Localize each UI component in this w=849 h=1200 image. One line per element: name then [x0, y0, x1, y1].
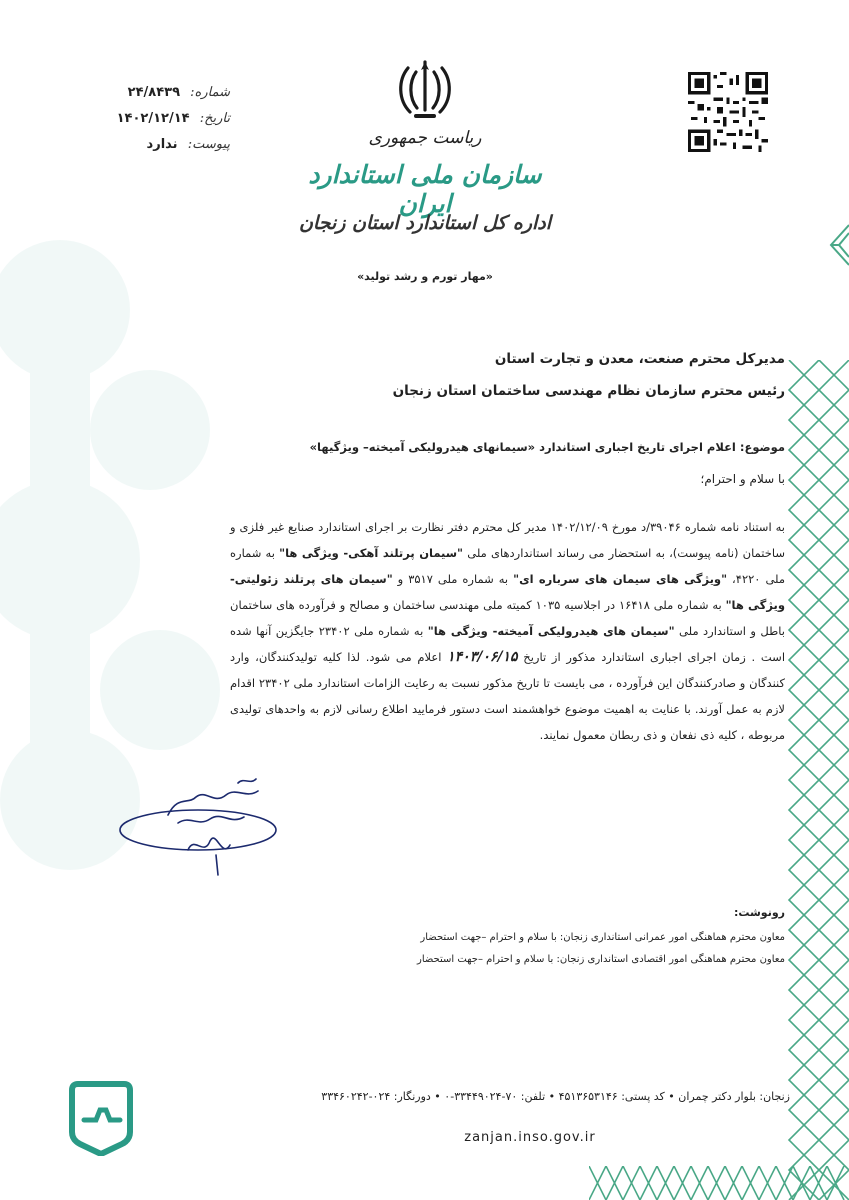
standard-title: "ویژگی های سیمان های سرباره ای" — [513, 572, 728, 586]
body-text: به شماره ملی ۱۶۴۱۸ در اجلاسیه ۱۰۳۵ کمیته ملی مهندسی ساختمان و مصالح و فرآورده های ساختمان باطل و استاندارد ملی — [230, 598, 785, 638]
standard-title: "سیمان های پرتلند زئولیتی- ویژگی ها" — [230, 572, 785, 612]
letter-greeting: با سلام و احترام؛ — [700, 472, 785, 486]
letter-date-label: تاریخ: — [199, 111, 230, 126]
inso-logo-icon — [66, 1080, 136, 1156]
letter-attachment-row — [60, 132, 230, 158]
decorative-border-top — [817, 215, 849, 275]
footer-address: زنجان: بلوار دکتر چمران • کد پستی: ۴۵۱۳۶۵۳۱۴۶ • تلفن: ۷۰-۳۳۴۴۹۰۲۴-۰ • دورنگار: ۰۲۴-۳۳۴۶۰۲۴۲ — [321, 1090, 790, 1103]
letter-date-row — [60, 106, 230, 132]
handwritten-enforcement-date: ۱۴۰۳/۰۶/۱۵ — [447, 649, 518, 665]
footer-website-link[interactable]: zanjan.inso.gov.ir — [464, 1130, 596, 1145]
handwritten-signature — [118, 775, 288, 880]
decorative-border-bottom — [589, 1166, 849, 1200]
addressee-block — [200, 346, 785, 410]
qr-code-icon — [688, 72, 768, 152]
letter-number-label: شماره: — [190, 85, 230, 100]
addressee-line: رئیس محترم سازمان نظام مهندسی ساختمان استان زنجان — [392, 383, 785, 399]
body-text: به شماره ملی ۳۵۱۷ و — [397, 572, 509, 586]
body-text: اعلام می شود. لذا کلیه تولیدکنندگان، وارد کنندگان و صادرکنندگان این فرآورده ، می بایست تا تاریخ مذکور نسبت به رعایت الزامات استاندارد ملی ۲۳۴۰۲ اقدام لازم به عمل آورند. با عنایت به اهمیت موضوع خواهشمند است دستور فرمایید اطلاع رسانی لازم به واحدهای تولیدی مربوطه ، کلیه ذی نفعان و ذی ربطان معمول نمایند. — [230, 650, 785, 742]
cc-recipient: معاون محترم هماهنگی امور اقتصادی استانداری زنجان: با سلام و احترام –جهت استحضار — [416, 954, 785, 965]
cc-recipient: معاون محترم هماهنگی امور عمرانی استانداری زنجان: با سلام و احترام –جهت استحضار — [420, 932, 785, 943]
letter-body — [230, 514, 785, 748]
presidency-title: ریاست جمهوری — [368, 128, 482, 148]
letter-subject: موضوع: اعلام اجرای تاریخ اجباری استاندارد «سیمانهای هیدرولیکی آمیخته– ویژگیها» — [309, 440, 785, 454]
letter-attachment: ندارد — [146, 137, 178, 152]
year-slogan: «مهار تورم و رشد تولید» — [357, 270, 493, 283]
standard-title: "سیمان پرتلند آهکی- ویژگی ها" — [279, 546, 464, 560]
body-text: به شماره ملی ۲۳۴۰۲ جایگزین آنها شده است . زمان اجرای اجباری استاندارد مذکور از تاریخ — [230, 624, 786, 664]
letter-attachment-label: پیوست: — [187, 137, 230, 152]
addressee-line: مدیرکل محترم صنعت، معدن و تجارت استان — [494, 351, 785, 367]
decorative-border-right — [779, 360, 849, 1200]
letter-number-row — [60, 80, 230, 106]
standard-title: "سیمان های هیدرولیکی آمیخته- ویژگی ها" — [427, 624, 675, 638]
office-name: اداره کل استاندارد استان زنجان — [298, 212, 552, 234]
organization-name: سازمان ملی استاندارد ایران — [308, 160, 542, 218]
letter-date: ۱۴۰۲/۱۲/۱۴ — [116, 111, 190, 126]
iran-emblem-icon — [396, 58, 454, 122]
body-text: به استناد نامه شماره ۳۹۰۴۶/د مورخ ۱۴۰۲/۱۲/۰۹ مدیر کل محترم دفتر نظارت بر اجرای استاندارد صنایع غیر فلزی و ساختمان (نامه پیوست)، به استحضار می رساند استانداردهای ملی — [230, 520, 785, 560]
carbon-copy-block — [360, 906, 785, 971]
letter-number: ۲۴/۸۴۳۹ — [127, 85, 181, 100]
cc-title: رونوشت: — [733, 906, 785, 919]
letter-meta — [60, 80, 230, 158]
body-text: به شماره ملی ۴۲۲۰، — [230, 546, 786, 586]
